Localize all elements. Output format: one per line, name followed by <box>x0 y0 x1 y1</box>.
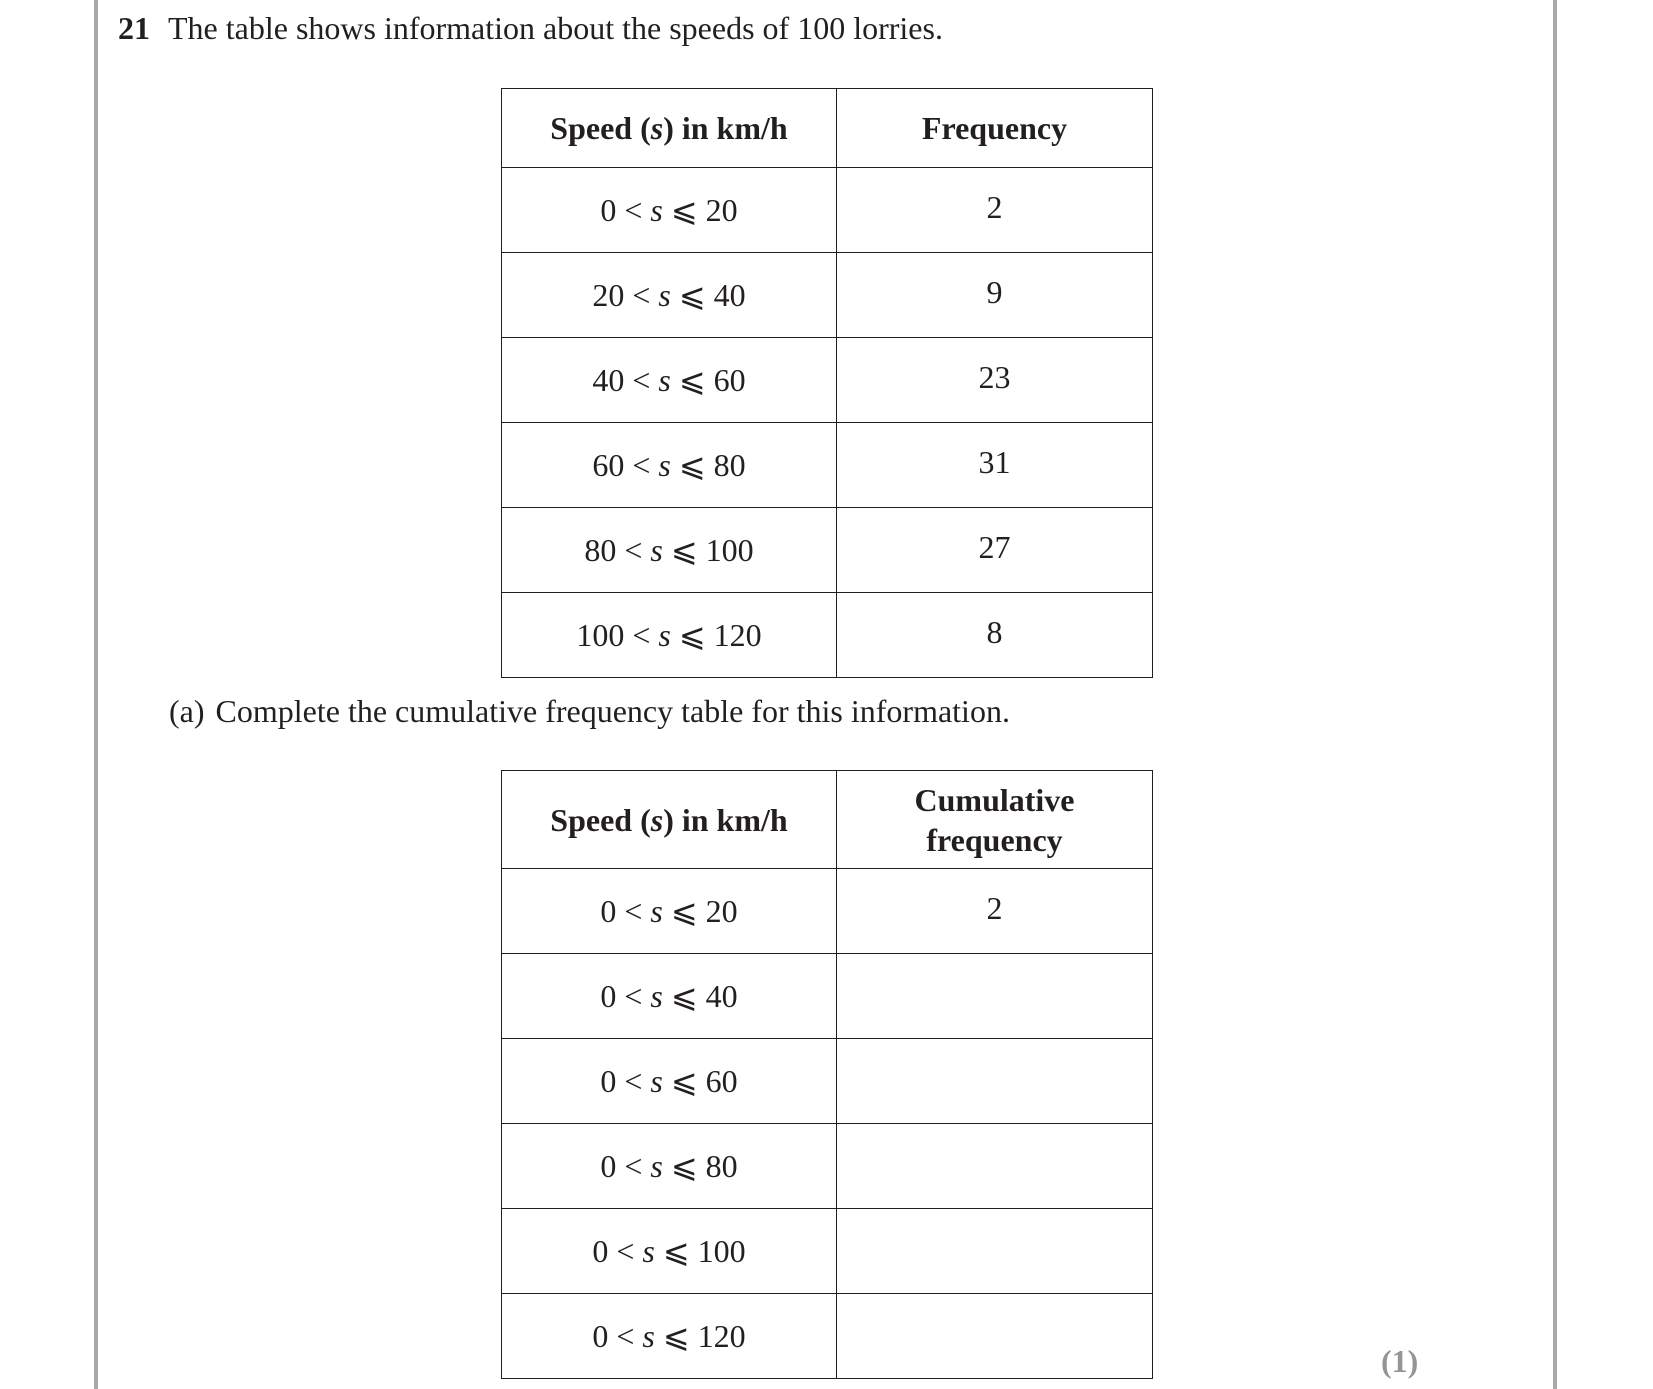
part-a-label: (a) <box>169 693 205 729</box>
cumulative-table-header-row <box>502 771 1153 869</box>
speed-interval-cell: 0 < s ⩽ 80 <box>502 1124 837 1209</box>
speed-interval-cell: 0 < s ⩽ 100 <box>502 1209 837 1294</box>
frequency-cell: 2 <box>837 168 1153 253</box>
cumulative-frequency-table <box>501 770 1153 1379</box>
table-row <box>502 508 1153 593</box>
frequency-cell: 8 <box>837 593 1153 678</box>
frequency-header: Frequency <box>837 89 1153 168</box>
speed-interval-cell: 100 < s ⩽ 120 <box>502 593 837 678</box>
table-row <box>502 1209 1153 1294</box>
table-row <box>502 338 1153 423</box>
question-number: 21 <box>118 10 150 46</box>
cumulative-frequency-header: Cumulative frequency <box>837 771 1153 869</box>
table-row <box>502 954 1153 1039</box>
table-row <box>502 423 1153 508</box>
part-a-text: Complete the cumulative frequency table for this information. <box>215 693 1010 729</box>
cumulative-frequency-answer-cell[interactable] <box>837 1039 1153 1124</box>
cumulative-frequency-answer-cell[interactable] <box>837 954 1153 1039</box>
marks-indicator: (1) <box>1381 1343 1419 1379</box>
question-stem <box>118 6 943 50</box>
speed-interval-cell: 0 < s ⩽ 40 <box>502 954 837 1039</box>
question-text: The table shows information about the speeds of 100 lorries. <box>168 10 943 46</box>
speed-header: Speed (s) in km/h <box>502 771 837 869</box>
speed-interval-cell: 0 < s ⩽ 60 <box>502 1039 837 1124</box>
table-row <box>502 1294 1153 1379</box>
speed-interval-cell: 80 < s ⩽ 100 <box>502 508 837 593</box>
frequency-table <box>501 88 1153 678</box>
frequency-cell: 9 <box>837 253 1153 338</box>
frequency-table-header-row <box>502 89 1153 168</box>
part-a-instruction <box>169 689 1010 733</box>
table-row <box>502 253 1153 338</box>
speed-interval-cell: 20 < s ⩽ 40 <box>502 253 837 338</box>
cumulative-frequency-answer-cell[interactable] <box>837 1209 1153 1294</box>
table-row <box>502 1124 1153 1209</box>
table-row <box>502 1039 1153 1124</box>
frequency-cell: 27 <box>837 508 1153 593</box>
speed-header: Speed (s) in km/h <box>502 89 837 168</box>
speed-interval-cell: 60 < s ⩽ 80 <box>502 423 837 508</box>
frequency-cell: 31 <box>837 423 1153 508</box>
speed-interval-cell: 0 < s ⩽ 20 <box>502 168 837 253</box>
right-margin-rule <box>1553 0 1557 1389</box>
speed-interval-cell: 40 < s ⩽ 60 <box>502 338 837 423</box>
speed-interval-cell: 0 < s ⩽ 20 <box>502 869 837 954</box>
frequency-cell: 23 <box>837 338 1153 423</box>
speed-interval-cell: 0 < s ⩽ 120 <box>502 1294 837 1379</box>
table-row <box>502 869 1153 954</box>
table-row <box>502 593 1153 678</box>
left-margin-rule <box>94 0 98 1389</box>
cumulative-frequency-cell: 2 <box>837 869 1153 954</box>
cumulative-frequency-answer-cell[interactable] <box>837 1294 1153 1379</box>
table-row <box>502 168 1153 253</box>
cumulative-frequency-answer-cell[interactable] <box>837 1124 1153 1209</box>
